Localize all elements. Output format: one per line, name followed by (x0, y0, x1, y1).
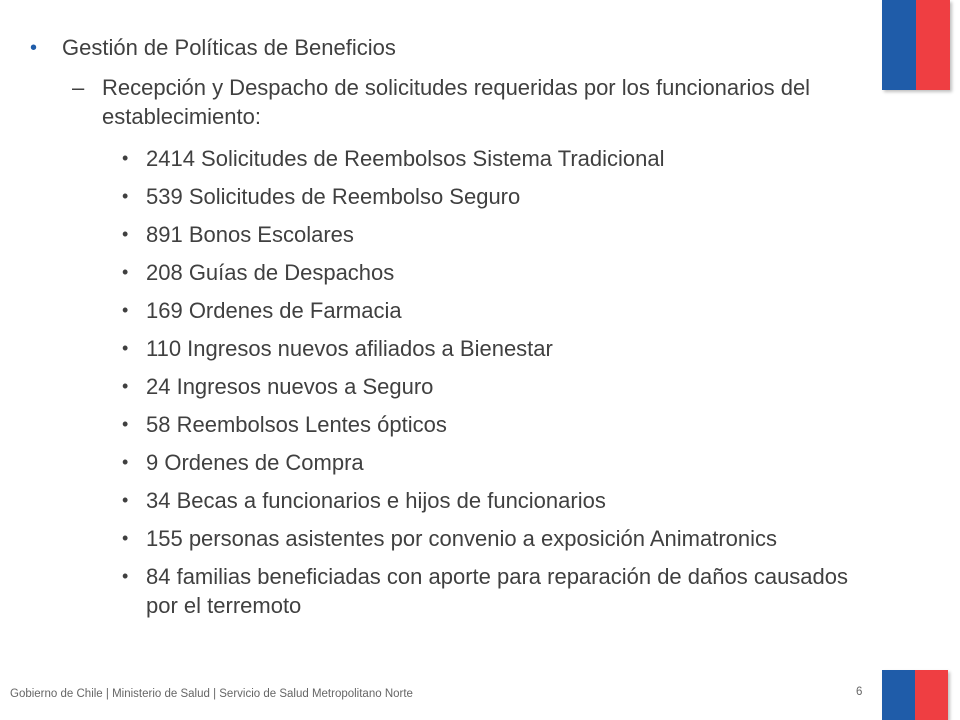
list-item (122, 296, 866, 325)
list-item (122, 486, 866, 515)
list-item-text: 110 Ingresos nuevos afiliados a Bienestar (146, 336, 553, 361)
list-item (122, 562, 866, 620)
list-item (122, 144, 866, 173)
list-item-text: 58 Reembolsos Lentes ópticos (146, 412, 447, 437)
flag-red-stripe (916, 0, 950, 90)
list-item-text: 891 Bonos Escolares (146, 222, 354, 247)
bullet-icon: • (122, 262, 129, 282)
subheading-text: Recepción y Despacho de solicitudes requeridas por los funcionarios del establecimiento: (102, 75, 811, 129)
list-item-text: 84 familias beneficiadas con aporte para reparación de daños causados por el terremoto (146, 564, 849, 618)
bullet-icon: • (30, 37, 38, 59)
list-item (122, 372, 866, 401)
bullet-icon: • (122, 338, 129, 358)
bullet-icon: • (122, 490, 129, 510)
list-item-text: 208 Guías de Despachos (146, 260, 395, 285)
bullet-icon: • (122, 186, 129, 206)
flag-blue-stripe (882, 0, 916, 90)
bullet-icon: • (122, 414, 129, 434)
heading-text: Gestión de Políticas de Beneficios (62, 35, 396, 60)
heading-item (30, 34, 396, 62)
bullet-icon: • (122, 300, 129, 320)
list-item (122, 182, 866, 211)
list-item-text: 539 Solicitudes de Reembolso Seguro (146, 184, 521, 209)
subheading-item (72, 73, 862, 131)
flag-red-stripe (915, 670, 948, 720)
bullet-icon: • (122, 224, 129, 244)
bullet-icon: • (122, 376, 129, 396)
list-item (122, 334, 866, 363)
footer-text: Gobierno de Chile | Ministerio de Salud | Servicio de Salud Metropolitano Norte (10, 688, 413, 700)
list-item-text: 34 Becas a funcionarios e hijos de funcionarios (146, 488, 606, 513)
list-item-text: 24 Ingresos nuevos a Seguro (146, 374, 434, 399)
list-item (122, 220, 866, 249)
list-item-text: 169 Ordenes de Farmacia (146, 298, 402, 323)
bullet-icon: • (122, 528, 129, 548)
bullet-icon: • (122, 566, 129, 586)
chile-flag-logo-bottom (882, 670, 948, 720)
list-item-text: 9 Ordenes de Compra (146, 450, 364, 475)
dash-icon: – (72, 75, 85, 100)
page-number: 6 (856, 686, 863, 698)
list-item (122, 410, 866, 439)
bullet-icon: • (122, 452, 129, 472)
list-item (122, 524, 866, 553)
chile-flag-logo-top (882, 0, 950, 90)
list-item (122, 448, 866, 477)
bullet-icon: • (122, 148, 129, 168)
list-item-text: 2414 Solicitudes de Reembolsos Sistema Tradicional (146, 146, 665, 171)
list-item-text: 155 personas asistentes por convenio a exposición Animatronics (146, 526, 778, 551)
flag-blue-stripe (882, 670, 915, 720)
list-item (122, 258, 866, 287)
